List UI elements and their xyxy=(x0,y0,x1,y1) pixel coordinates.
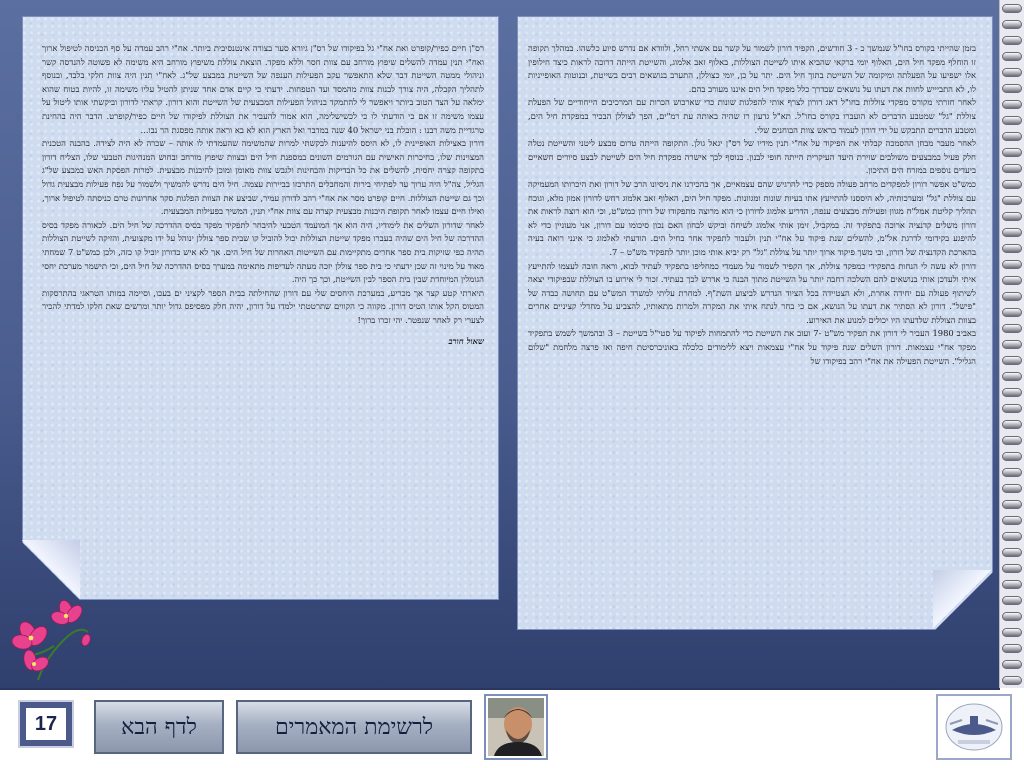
orchid-flowers-icon xyxy=(8,596,98,682)
right-paragraph: באביב 1980 העביר לי דורון את תפקיד מש"ט -7 ועזב את השייטת כדי להתמחות לפיקוד על סטי"ל בשייטת – 3 ובהמשך לשמש בתפקיד מפקד אח"י עצמאות. דורון השלים שנת פיקוד על אח"י עצמאות ויצא ללימודים כלכלה באוניברסיטת חיפה ואז פרצה מלחמת "שלום הגליל". השייטת הפעילה את אח"י רהב בפיקודו של xyxy=(528,328,976,366)
spiral-ring xyxy=(1002,644,1022,653)
spiral-ring xyxy=(1002,116,1022,125)
spiral-ring xyxy=(1002,564,1022,573)
spiral-ring xyxy=(1002,36,1022,45)
spiral-ring xyxy=(1002,548,1022,557)
spiral-ring xyxy=(1002,324,1022,333)
left-paragraph: לאחר שדורון השלים את לימודיו, היה הוא אך המועמד הטבעי להיבחר לתפקיד מפקד בסיס ההדרכה של חיל הים. לכאורה מפקד בסיס ההדרכה של חיל הים שהיה בעברו מפקד שייטת הצוללות יכול להוביל קו שבית ספר צוללן ינוהל על ידו מקצועית, והזיקה לשייטת הצוללות תהיה כפי שזיקות בית ספר אחרים מתקיימות עם השייטות האחרות של חיל הים. אך לא איש כדורון יוביל קו כזה, ולכן כמש"ט 7 שמחתי מאוד על מינוי זה שכן ידעתי כי בית ספר צוללן יזכה מעתה לעדיפות מתאימה במערך בסיס ההדרכה של חיל הים, וכי תישמר מערכת יחסי הגומלין המיוחדת שבין בית הספר לבין השייטת, וכך כך היה. xyxy=(42,219,484,285)
spiral-ring xyxy=(1002,596,1022,605)
spiral-ring xyxy=(1002,356,1022,365)
spiral-ring xyxy=(1002,244,1022,253)
spiral-ring xyxy=(1002,228,1022,237)
articles-list-button[interactable]: לרשימת המאמרים xyxy=(236,700,472,754)
spiral-ring xyxy=(1002,484,1022,493)
left-paragraph: רס"ן חיים כפיר/קופרט ואת אח"י גל בפיקודו של רס"ן גיורא סער בצורה אינטנסיבית ביותר. אח"י רהב עמדה על סף הכניסה לטיפול ארוך ואח"י תנין עמדה להשלים שיפוץ מורחב עם צוות חסר וללא מפקד. הוצאת צוללת משיפוץ מורחב היא משימה לא פשוטה להנדסה קשר וניהולי ממטה השייטת דבר שלא התאפשר עקב הפעילות הענפה של השייטת במבצע של"ג. לאח"י תנין היה צוות חלקי בלבד, ובנוסף לתהליך הקבלה, היה צורך לבנות צוות מהמסד ועד הטפחות. ידעתי כי קיים אדם אחד שניתן להטיל עליו משימה זו, להיות בטוח שהוא ימלאה על הצד הטוב ביותר ויאפשר לי להתמקד בניהול הפעילות המבצעית של השייטת והוא דורון. קראתי לדורון וביקשתי אותו ליטול על עצמו משימה זו אם כי הודעתי לו כי לכשישלימה, הוא אמור להעביר את הצוללת לפיקודו של חיים כפיר/קופרט. הדבר היה בהחינת טרגדיית משה רבנו : הובלת בני ישראל 40 שנה במדבר ואל הארץ הוא לא בא וראה אותה מפסגת הר נבו... xyxy=(42,43,484,135)
spiral-ring xyxy=(1002,100,1022,109)
right-paragraph: כמש"ט אפשר דורון למפקדים מרחב פעולה מספק כדי להרגיש שהם עצמאיים, אך בהכירנו את ניסיונו הרב של דורון ואת היכרותו המעמיקה עם צוללת "גל" ומערכותיה, לא היססנו להתייעץ אתו בעיות שונות ומגוונות. מפקד חיל הים, האלוף זאב אלמוג רחש לדורון אמון מלא, וגוכח תהליך קליטת אמל"ח מגוון ופעילות מבצעים ענפה, הדריע אלמוג לדורון כי הוא מרוצה מתפקודו של דורון כמש"ט, וכי הוא רוצה לראות את דורון משלים קדנציה ארוכה בתפקיד זה. במקביל, זימן אותי אלמוג לשיחה וביקש לבחון האם נכון סיכומו עם דורון, אני מעוניין כדי לא להיפגע בקידומי לדרגת אל"מ, להשלים שנת פיקוד על אח"י תנין ולעבור לתפקיד אחר בחיל הים. הודעתי לאלמוג כי אינני רואה בעיה בהארכת הקדנציה של דורון, וכי משך פיקוד ארוך יותר על צוללת "גל" רק יביא אותי מוכן יותר לתפקיד מש"ט – 7. xyxy=(528,178,976,257)
author-portrait-icon xyxy=(484,694,548,760)
spiral-ring xyxy=(1002,4,1022,13)
right-paragraph: לאחר מעבר מבחן ההסמכה קבלתי את הפיקוד על אח"י תנין מידיו של רס"ן יגאל גולן. התקופה הייתה טרום מבצע ליטני והשייטת נטלה חלק פעיל במבצעים משולבים שזירת היעד העיקרית הייתה חופי לבנון. בנוסף לכך אישרה מפקדת חיל הים לשייטת לבצע סיורים חשאיים ביעדים נוספים במזרח הים התיכון. xyxy=(528,138,976,176)
spiral-ring xyxy=(1002,676,1022,685)
spiral-ring xyxy=(1002,68,1022,77)
right-page-curl xyxy=(933,570,991,628)
spiral-ring xyxy=(1002,436,1022,445)
page-number-label: 17 xyxy=(26,708,66,740)
spiral-ring xyxy=(1002,148,1022,157)
right-page-text xyxy=(528,42,976,368)
spiral-ring xyxy=(1002,468,1022,477)
next-page-button[interactable]: לדף הבא xyxy=(94,700,224,754)
author-signature: שאול חורב xyxy=(448,336,484,347)
spiral-ring xyxy=(1002,52,1022,61)
spiral-ring xyxy=(1002,20,1022,29)
spiral-ring xyxy=(1002,580,1022,589)
spiral-ring xyxy=(1002,196,1022,205)
spiral-ring xyxy=(1002,500,1022,509)
right-paragraph: לאחר חזרתי מקורס מפקדי צוללות בחו"ל דאג דורון לצרף אותי להפלגות שונות כדי שארכוש הכרות עם המרכיבים הייחודיים של הפעלת צוללת "גל" שמטבע הדברים לא הועברו בקורס בחו"ל. תא"ל גדעון רז שהיה באותה עת רמ"ים, הפך לצוללן הבכיר במפקדת חיל הים, ומטבע הדברים התבקש על ידי דורון לעמוד בראש צוות הבוחנים שלי. xyxy=(528,97,976,135)
spiral-ring xyxy=(1002,276,1022,285)
page-number xyxy=(18,700,74,748)
spiral-ring xyxy=(1002,164,1022,173)
submarine-emblem-icon[interactable] xyxy=(936,694,1012,760)
spiral-ring xyxy=(1002,404,1022,413)
right-paragraph: דורון לא עשה לי הנחות בתפקידי כמפקד צוללת, אך הקפיד לשמור על מעמדי כמחליפו בתפקיד לעתיד לבוא, וראה חובה לעצמו להתייעץ איתי ולעדכן אותי בנושאים להם השלכה רחבה יותר על השייטת מתוך הבנה כי אדרש לכך בעתיד. זכור לי אירוע בו הצוללת שבפיקודי יצאה לשיתוף פעולה עם יחידה אחרת, ולא הצטיידה בכל הציוד הנדרש לביצוע השת"ף. למחרת עליתי למשרד המש"ט עם תחושה כבדה של "פישל". דורון לא הסתיר את דעתו על הנושא, אם כי בחר לנתח איתי את המקרה ולמרות מתאותיו, להצביע על מחדלי קציניים אחרים בצוות הצוללת שלדעתו היו יכולים למנוע את האירוע. xyxy=(528,260,976,325)
left-paragraph: תיארתי קטע קצר אך מכריע, במערכת היחסים שלי עם דורון שהחילתה בבית הספר לקציני ים בעכו, וסיימה במותו הטראגי בהתרסקות המטוס הקל אותו הטיס דורון. מקווה כי הקווים שתרטטתי ילמדו על דורון, יהיה חלק מפסיפס גדול יותר ומרשים שאת חלקו למדתי להכיר לצערי רק לאחר שנפטר. יהי זכרו ברוך! xyxy=(42,287,484,325)
spiral-ring xyxy=(1002,628,1022,637)
left-page-curl xyxy=(22,540,80,598)
spiral-ring xyxy=(1002,612,1022,621)
left-paragraph: דורון באצילות האופיינית לו, לא היסס להיענות לבקשתי למרות שהמשימה שהעמדתי לו אותה – שכרה לא היה לצידה. בהבנה הטכנית המצוינות שלו, בחיכרות האישית עם הגורמים השונים במספנת חיל הים ובצוות שיפוץ מורחב ובחוש המנהיגות הטבעי שלו, הצליח דורון בתקופה קצרה יחסית, להשלים את כל הבדיקות והבחינות ולגבש צוות מאומן ומוכן להיבנות מבצעית. למרות הפסקת האש במבצע של"ג הגליל, צה"ל היה ערוך עד לפתיחי בירות והמחבלים התרכזו בביירות עצמה. חיל הים נדרש להמשיך ולשמור על נפח פעילות מבצעית גדול וכך גם שייטת הצוללות. חיים קופרט מסר את אח"י רהב לדורון עמיר, שביצע את הצוות הפלגות סקר אחרונות טרם כניסתה לטיפול ארוך, ואילו חיים עצמו לאחר תקופת היבנות מבצעית קצרה עם צוות אח"י תנין, המשיך בפעילות המבצעית. xyxy=(42,138,484,217)
spiral-ring xyxy=(1002,532,1022,541)
spiral-ring xyxy=(1002,260,1022,269)
spiral-ring xyxy=(1002,420,1022,429)
spiral-ring xyxy=(1002,388,1022,397)
spiral-ring xyxy=(1002,308,1022,317)
right-paragraph: בזמן שהייתי בקורס בחו"ל שנמשך כ - 3 חודשים, הקפיד דורון לשמור על קשר עם אשתי רחל, ולוודא אם נדרש סיוע כלשהו. במהלך תקופה זו הוחלף מפקד חיל הים, האלוף יומי ברקאי שהביא איתו לשייטת הצוללות, באלוף זאב אלמוג, והשייטת הייתה דרוכה לראות כיצד חילופין אלו ישפיעו על הפעלתה ומיקומה של השייטת בתוך חיל הים. יתר על כן, יומי כצוללן, התערב בנושאים רבים בשייטת, ובנוטות האופייניות לו, לא התביייש לחוות את דעתו על נושאים שבדרך כלל מפקד חיל הים איננו מעורב בהם. xyxy=(528,43,976,94)
spiral-ring xyxy=(1002,452,1022,461)
spiral-ring xyxy=(1002,180,1022,189)
spiral-ring xyxy=(1002,516,1022,525)
spiral-ring xyxy=(1002,84,1022,93)
spiral-ring xyxy=(1002,340,1022,349)
spiral-ring xyxy=(1002,372,1022,381)
spiral-ring xyxy=(1002,212,1022,221)
spiral-ring xyxy=(1002,132,1022,141)
spiral-binding xyxy=(999,0,1024,688)
spiral-ring xyxy=(1002,660,1022,669)
spiral-ring xyxy=(1002,292,1022,301)
left-page-text xyxy=(42,42,484,349)
